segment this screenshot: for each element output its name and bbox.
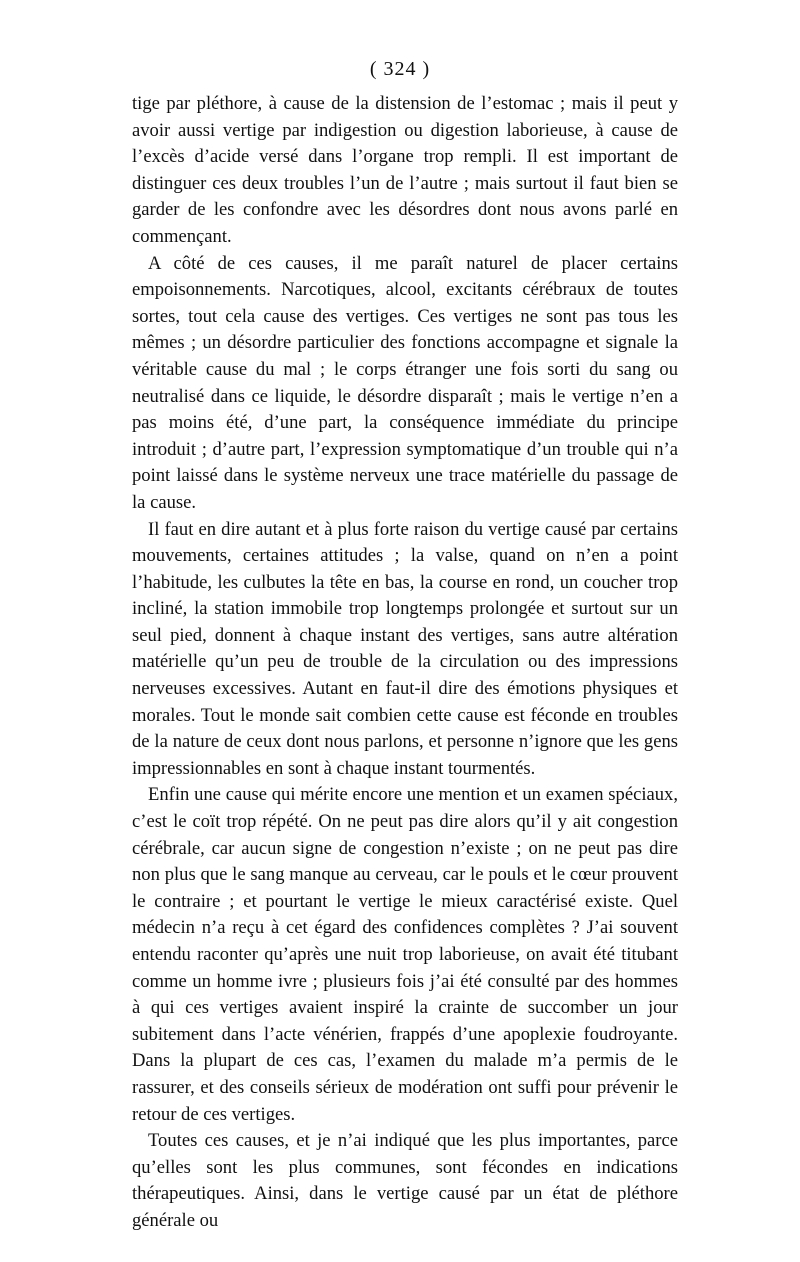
paragraph: Enfin une cause qui mérite encore une mention et un examen spéciaux, c’est le coït trop répété. On ne peut pas dire alors qu’il y ait congestion cérébrale, car aucun signe de congestion n’existe ; on ne peut pas dire non plus que le sang manque au cerveau, car le pouls et le cœur prouvent le contraire ; et pourtant le vertige le mieux caractérisé existe. Quel médecin n’a reçu à cet égard des confidences complètes ? J’ai souvent entendu raconter qu’après une nuit trop laborieuse, on avait été titubant comme un homme ivre ; plusieurs fois j’ai été consulté par des hommes à qui ces vertiges avaient inspiré la crainte de succomber un jour subitement dans l’acte vénérien, frappés d’une apoplexie foudroyante. Dans la plupart de ces cas, l’examen du malade m’a permis de le rassurer, et des conseils sérieux de modération ont suffi pour prévenir le retour de ces vertiges. — [132, 784, 678, 1125]
page-number: ( 324 ) — [369, 58, 431, 80]
paragraph: tige par pléthore, à cause de la distension de l’estomac ; mais il peut y avoir aussi vertige par indigestion ou digestion laborieuse, à cause de l’excès d’acide versé dans l’organe trop rempli. Il est important de distinguer ces deux troubles l’un de l’autre ; mais surtout il faut bien se garder de les confondre avec les désordres dont nous avons parlé en commençant. — [132, 93, 678, 247]
paragraph: Toutes ces causes, et je n’ai indiqué que les plus importantes, parce qu’elles sont les plus communes, sont fécondes en indications thérapeutiques. Ainsi, dans le vertige causé par un état de pléthore générale ou — [132, 1130, 678, 1231]
body-text — [132, 91, 678, 1235]
paragraph: Il faut en dire autant et à plus forte raison du vertige causé par certains mouvements, certaines attitudes ; la valse, quand on n’en a point l’habitude, les culbutes la tête en bas, la course en rond, un coucher trop incliné, la station immobile trop longtemps prolongée et surtout sur un seul pied, donnent à chaque instant des vertiges, sans autre altération matérielle qu’un peu de trouble de la circulation ou des impressions nerveuses excessives. Autant en faut-il dire des émotions physiques et morales. Tout le monde sait combien cette cause est féconde en troubles de la nature de ceux dont nous parlons, et personne n’ignore que les gens impressionnables en sont à chaque instant tourmentés. — [132, 518, 678, 779]
paragraph: A côté de ces causes, il me paraît naturel de placer certains empoisonnements. Narcotiques, alcool, excitants cérébraux de toutes sortes, tout cela cause des vertiges. Ces vertiges ne sont pas tous les mêmes ; un désordre particulier des fonctions accompagne et signale la véritable cause du mal ; le corps étranger une fois sorti du sang ou neutralisé dans ce liquide, le désordre disparaît ; mais le vertige n’en a pas moins été, d’une part, la conséquence immédiate du principe introduit ; d’autre part, l’expression symptomatique d’un trouble qui n’a point laissé dans le système nerveux une trace matérielle du passage de la cause. — [132, 252, 678, 513]
